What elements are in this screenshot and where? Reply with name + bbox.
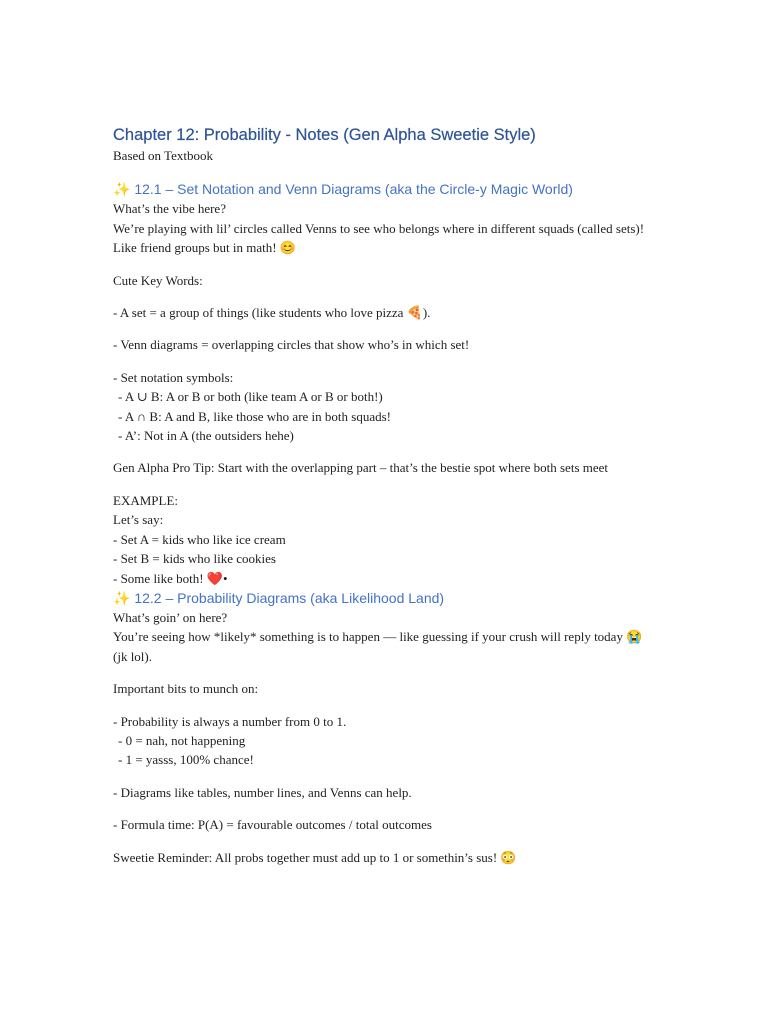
list-item: - A ∩ B: A and B, like those who are in both squads!: [118, 408, 391, 424]
list-item: - Set A = kids who like ice cream: [113, 531, 286, 547]
section-heading-12-2: ✨ 12.2 – Probability Diagrams (aka Likelihood Land): [113, 589, 445, 606]
list-item: - 1 = yasss, 100% chance!: [118, 752, 254, 768]
list-item: - A’: Not in A (the outsiders hehe): [118, 428, 294, 444]
list-item: - Set B = kids who like cookies: [113, 551, 276, 567]
list-item: - 0 = nah, not happening: [118, 732, 246, 748]
subtitle: Based on Textbook: [113, 148, 213, 163]
paragraph: You’re seeing how *likely* something is to happen — like guessing if your crush will reply today 😭 (jk lol).: [113, 629, 643, 664]
list-item: - Venn diagrams = overlapping circles that show who’s in which set!: [113, 337, 470, 353]
list-item: - Some like both! ❤️•: [113, 570, 228, 586]
list-item: - Set notation symbols:: [113, 369, 234, 385]
document-page: [113, 124, 653, 867]
paragraph: Gen Alpha Pro Tip: Start with the overlapping part – that’s the bestie spot where both sets meet: [113, 460, 609, 476]
paragraph: What’s goin’ on here?: [113, 609, 228, 625]
list-item: - Diagrams like tables, number lines, and Venns can help.: [113, 784, 412, 800]
paragraph: Important bits to munch on:: [113, 681, 259, 697]
paragraph: Sweetie Reminder: All probs together must add up to 1 or somethin’s sus! 😳: [113, 849, 517, 865]
paragraph: EXAMPLE:: [113, 492, 178, 508]
paragraph: What’s the vibe here?: [113, 201, 226, 217]
paragraph: Let’s say:: [113, 512, 164, 528]
paragraph: We’re playing with lil’ circles called Venns to see who belongs where in different squads (called sets)! Like friend groups but in math! 😊: [113, 220, 645, 256]
list-item: - Formula time: P(A) = favourable outcomes / total outcomes: [113, 817, 432, 833]
list-item: - A set = a group of things (like students who love pizza 🍕).: [113, 305, 431, 321]
list-item: - A ∪ B: A or B or both (like team A or B or both!): [118, 389, 383, 405]
page-title: Chapter 12: Probability - Notes (Gen Alpha Sweetie Style): [113, 126, 536, 144]
list-item: - Probability is always a number from 0 to 1.: [113, 713, 347, 729]
paragraph: Cute Key Words:: [113, 272, 203, 288]
section-heading-12-1: ✨ 12.1 – Set Notation and Venn Diagrams (aka the Circle-y Magic World): [113, 181, 573, 198]
